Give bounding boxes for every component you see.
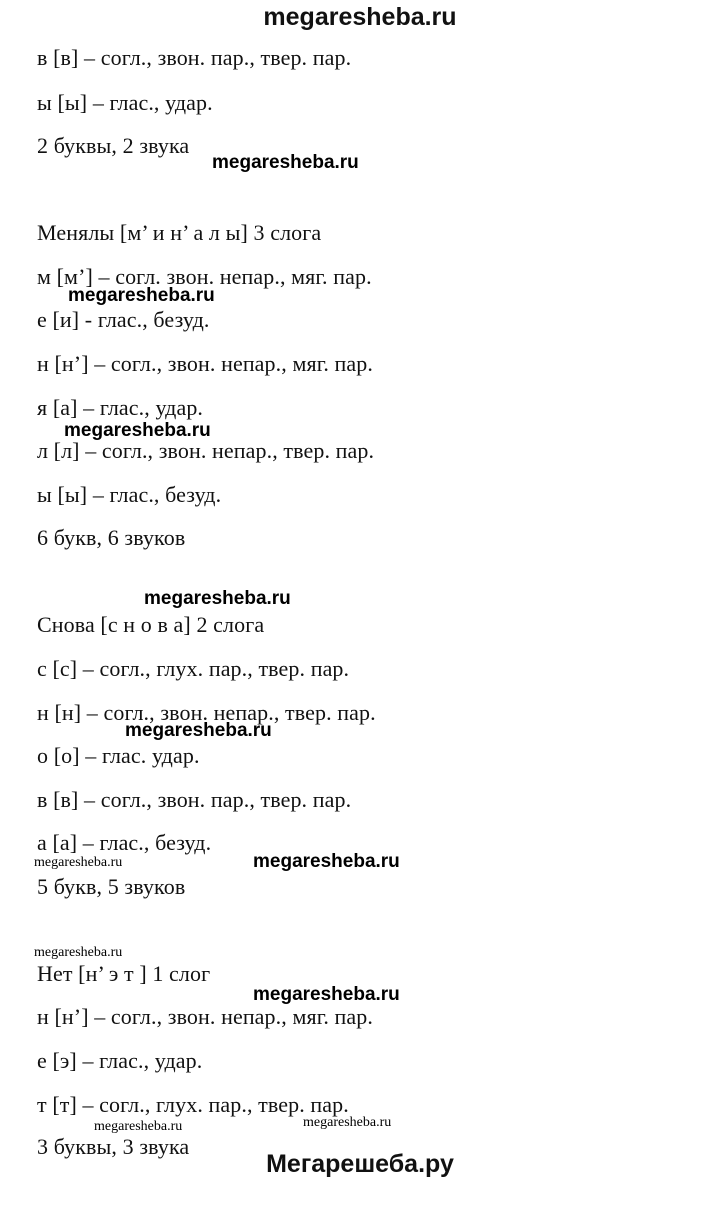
phonetic-line: н [н’] – согл., звон. непар., мяг. пар.	[37, 1004, 373, 1029]
word-heading: Снова [с н о в а] 2 слога	[37, 612, 265, 637]
watermark: megaresheba.ru	[253, 984, 400, 1005]
word-heading: Менялы [м’ и н’ а л ы] 3 слога	[37, 220, 322, 245]
phonetic-line: м [м’] – согл. звон. непар., мяг. пар.	[37, 264, 372, 289]
watermark: megaresheba.ru	[94, 1119, 183, 1134]
phonetic-line: я [а] – глас., удар.	[37, 395, 204, 420]
phonetic-line: в [в] – согл., звон. пар., твер. пар.	[37, 787, 352, 812]
summary-line: 3 буквы, 3 звука	[37, 1134, 190, 1159]
watermark: megaresheba.ru	[34, 855, 123, 870]
summary-line: 5 букв, 5 звуков	[37, 874, 186, 899]
watermark: megaresheba.ru	[212, 152, 359, 173]
watermark: megaresheba.ru	[34, 945, 123, 960]
watermark: megaresheba.ru	[125, 720, 272, 741]
header-watermark: megaresheba.ru	[263, 3, 457, 31]
phonetic-line: а [а] – глас., безуд.	[37, 830, 212, 855]
watermark: megaresheba.ru	[64, 420, 211, 441]
watermark: megaresheba.ru	[144, 588, 291, 609]
phonetic-line: т [т] – согл., глух. пар., твер. пар.	[37, 1092, 349, 1117]
phonetic-line: ы [ы] – глас., удар.	[37, 90, 213, 115]
phonetic-line: е [э] – глас., удар.	[37, 1048, 203, 1073]
watermark: megaresheba.ru	[68, 285, 215, 306]
watermark: megaresheba.ru	[303, 1115, 392, 1130]
phonetic-line: с [с] – согл., глух. пар., твер. пар.	[37, 656, 350, 681]
watermark: megaresheba.ru	[253, 851, 400, 872]
summary-line: 6 букв, 6 звуков	[37, 525, 186, 550]
phonetic-line: л [л] – согл., звон. непар., твер. пар.	[37, 438, 375, 463]
phonetic-line: в [в] – согл., звон. пар., твер. пар.	[37, 45, 352, 70]
footer-watermark: Мегарешеба.ру	[266, 1150, 454, 1178]
phonetic-line: ы [ы] – глас., безуд.	[37, 482, 222, 507]
phonetic-line: е [и] - глас., безуд.	[37, 307, 210, 332]
summary-line: 2 буквы, 2 звука	[37, 133, 190, 158]
word-heading: Нет [н’ э т ] 1 слог	[37, 961, 211, 986]
phonetic-line: о [о] – глас. удар.	[37, 743, 200, 768]
phonetic-line: н [н] – согл., звон. непар., твер. пар.	[37, 700, 376, 725]
phonetic-line: н [н’] – согл., звон. непар., мяг. пар.	[37, 351, 373, 376]
